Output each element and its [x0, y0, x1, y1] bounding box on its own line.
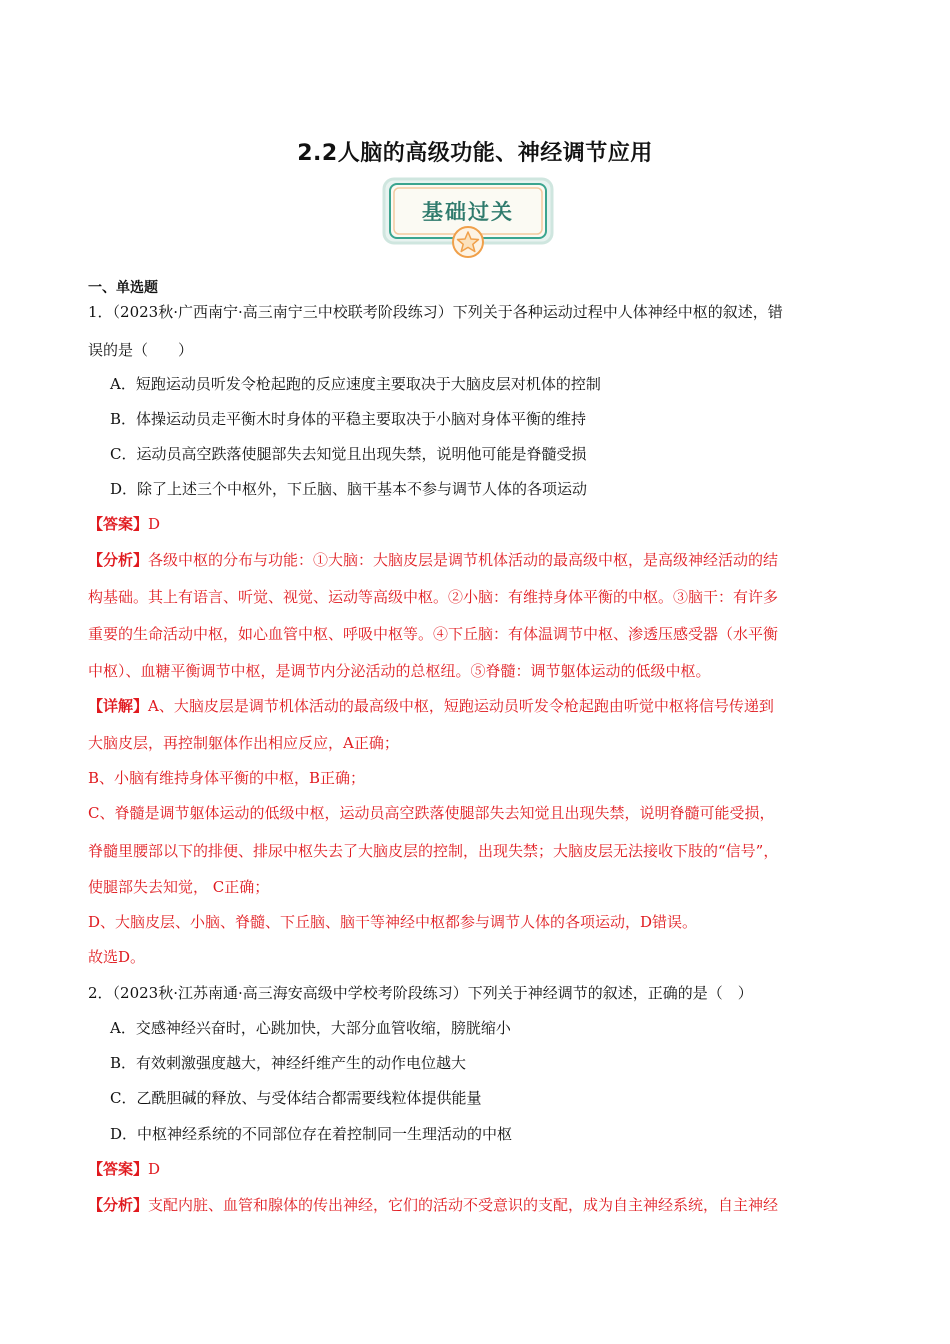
section-heading: 一、单选题 — [88, 280, 158, 296]
question-1-detail-line-5: 脊髓里腰部以下的排便、排尿中枢失去了大脑皮层的控制，出现失禁；大脑皮层无法接收下肢的“信号”， — [88, 842, 779, 860]
question-1-detail-line-2: 大脑皮层，再控制躯体作出相应反应，A正确； — [88, 734, 399, 752]
answer-value: D — [148, 1160, 161, 1178]
section-badge — [380, 176, 556, 260]
question-1-detail-line-1 — [88, 696, 774, 716]
answer-tag: 【答案】 — [88, 1160, 149, 1178]
badge-label: 基础过关 — [422, 200, 514, 224]
question-1-detail-line-8: 故选D。 — [88, 948, 146, 966]
answer-tag: 【答案】 — [88, 515, 149, 533]
question-1-option-b: B．体操运动员走平衡木时身体的平稳主要取决于小脑对身体平衡的维持 — [110, 410, 587, 428]
star-icon — [453, 227, 483, 257]
question-1-stem-line-1: 1．（2023秋·广西南宁·高三南宁三中校联考阶段练习）下列关于各种运动过程中人体神经中枢的叙述，错 — [88, 303, 783, 321]
question-2-option-b: B．有效刺激强度越大，神经纤维产生的动作电位越大 — [110, 1054, 467, 1072]
answer-value: D — [148, 515, 161, 533]
question-1-option-d: D．除了上述三个中枢外，下丘脑、脑干基本不参与调节人体的各项运动 — [110, 480, 588, 498]
analysis-text: 各级中枢的分布与功能：①大脑：大脑皮层是调节机体活动的最高级中枢，是高级神经活动的结 — [148, 551, 779, 569]
question-1-option-a: A．短跑运动员听发令枪起跑的反应速度主要取决于大脑皮层对机体的控制 — [110, 375, 601, 393]
analysis-tag: 【分析】 — [88, 551, 149, 569]
question-1-detail-line-3: B、小脑有维持身体平衡的中枢，B正确； — [88, 769, 366, 787]
question-2-option-c: C．乙酰胆碱的释放、与受体结合都需要线粒体提供能量 — [110, 1089, 482, 1107]
question-1-detail-line-7: D、大脑皮层、小脑、脊髓、下丘脑、脑干等神经中枢都参与调节人体的各项运动，D错误。 — [88, 913, 698, 931]
analysis-tag: 【分析】 — [88, 1196, 149, 1214]
question-1-stem-line-2: 误的是（ ） — [88, 341, 194, 359]
question-1-answer — [88, 514, 160, 534]
detail-text: A、大脑皮层是调节机体活动的最高级中枢，短跑运动员听发令枪起跑由听觉中枢将信号传递到 — [148, 697, 774, 715]
question-1-analysis-line-2: 构基础。其上有语言、听觉、视觉、运动等高级中枢。②小脑：有维持身体平衡的中枢。③脑干：有许多 — [88, 588, 779, 606]
question-2-analysis-line-1 — [88, 1195, 778, 1215]
analysis-text: 支配内脏、血管和腺体的传出神经，它们的活动不受意识的支配，成为自主神经系统，自主神经 — [148, 1196, 779, 1214]
question-1-analysis-line-3: 重要的生命活动中枢，如心血管中枢、呼吸中枢等。④下丘脑：有体温调节中枢、渗透压感受器（水平衡 — [88, 625, 779, 643]
question-2-option-a: A．交感神经兴奋时，心跳加快，大部分血管收缩，膀胱缩小 — [110, 1019, 511, 1037]
question-1-analysis-line-1 — [88, 550, 778, 570]
question-2-option-d: D．中枢神经系统的不同部位存在着控制同一生理活动的中枢 — [110, 1125, 513, 1143]
detail-tag: 【详解】 — [88, 697, 149, 715]
question-1-detail-line-6: 使腿部失去知觉， C正确； — [88, 878, 270, 896]
question-1-analysis-line-4: 中枢）、血糖平衡调节中枢，是调节内分泌活动的总枢纽。⑤脊髓：调节躯体运动的低级中枢。 — [88, 662, 711, 680]
question-1-detail-line-4: C、脊髓是调节躯体运动的低级中枢，运动员高空跌落使腿部失去知觉且出现失禁，说明脊髓可能受损， — [88, 804, 775, 822]
question-2-stem: 2．（2023秋·江苏南通·高三海安高级中学校考阶段练习）下列关于神经调节的叙述，正确的是（ ） — [88, 984, 753, 1002]
question-1-option-c: C．运动员高空跌落使腿部失去知觉且出现失禁，说明他可能是脊髓受损 — [110, 445, 587, 463]
page-title: 2.2人脑的高级功能、神经调节应用 — [297, 141, 653, 166]
question-2-answer — [88, 1159, 160, 1179]
